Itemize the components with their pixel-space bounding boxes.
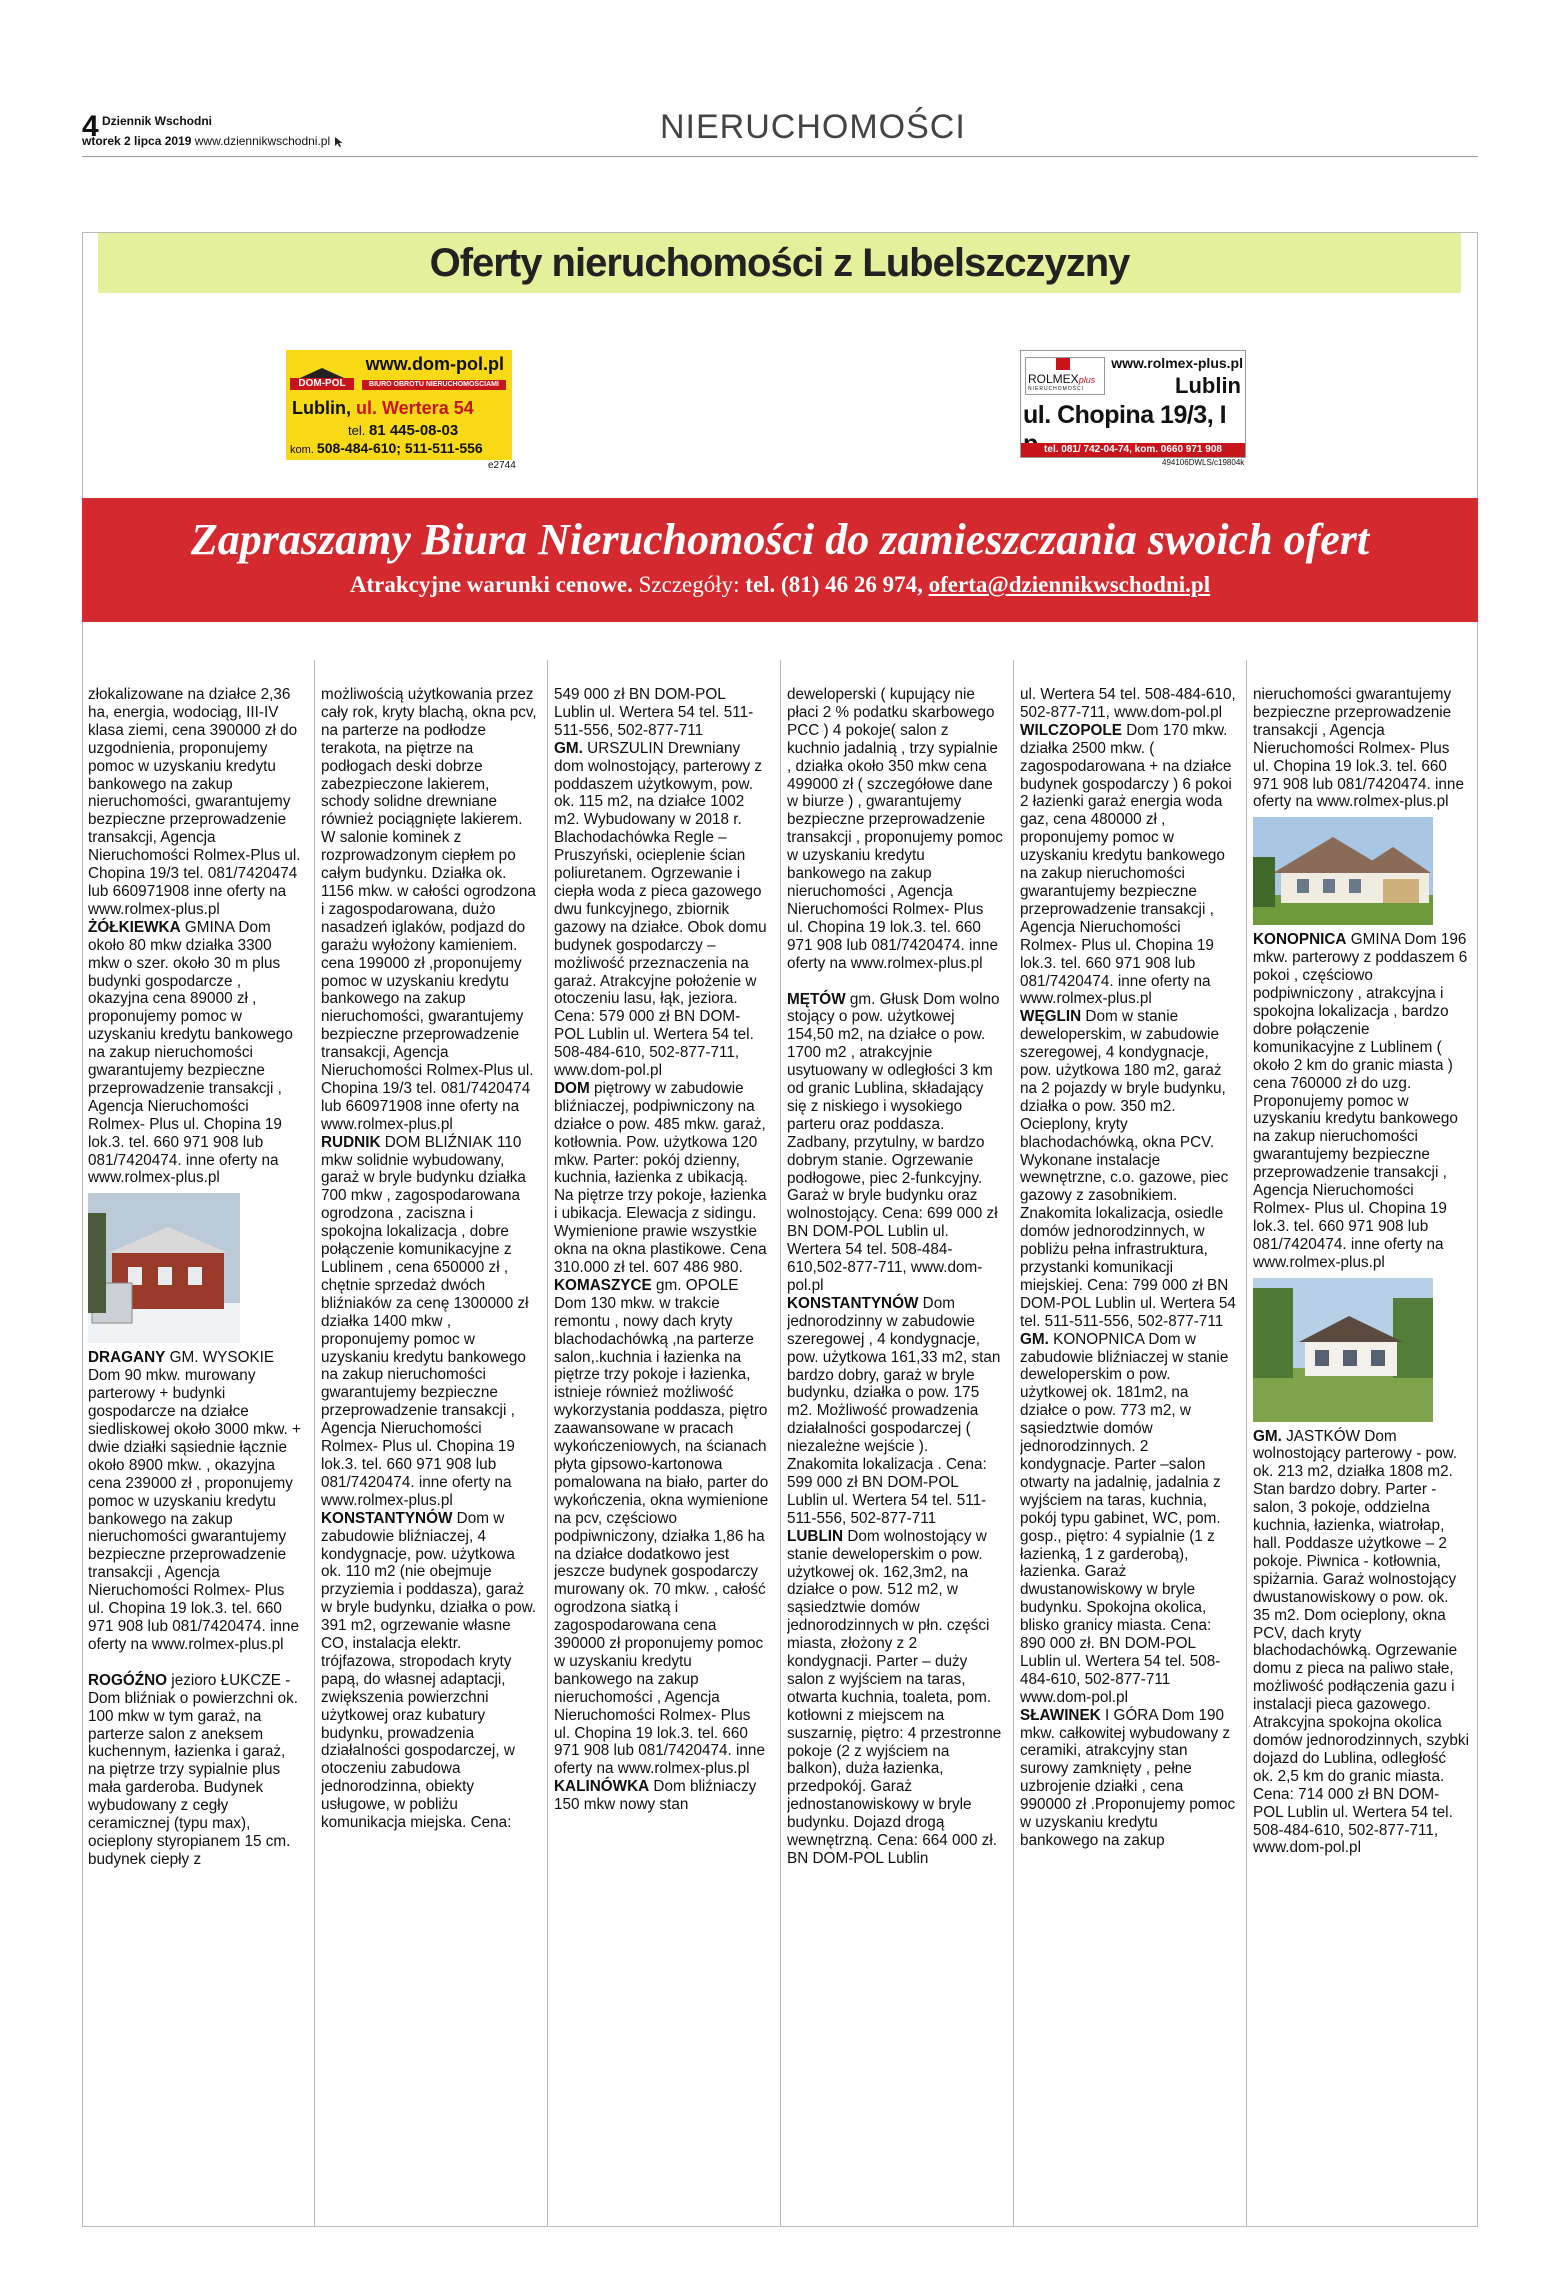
listing-body: Dom jednorodzinny w zabudowie szeregowej , 4 kondygnacje, pow. użytkowa 161,33 m2, stan bardzo dobry, garaż w bryle budynku, działka o pow. 175 m2. Możliwość prowadzenia działalności gospodarczej ( niezależne wejście ). Znakomita lokalizacja . Cena: 599 000 zł BN DOM-POL Lublin ul. Wertera 54 tel. 511-511-556, 502-877-711: [787, 1294, 1001, 1527]
listing-rogozno: [88, 1672, 304, 1869]
listing-wilczopole: [1020, 722, 1236, 1009]
header-divider: [82, 156, 1478, 157]
listing-body: Dom w zabudowie bliźniaczej, 4 kondygnacje, pow. użytkowa ok. 110 m2 (nie obejmuje przyziemia i poddasza), garaż w bryle budynku, działka o pow. 391 m2, ogrzewanie własne CO, instalacja elektr. trójfazowa, stropodach kryty papą, do własnej adaptacji, zwiększenia powierzchni użytkowej oraz kubatury budynku, prowadzenia działalności gospodarczej, w otoczeniu zabudowa jednorodzinna, obiekty usługowe, w pobliżu komunikacja miejska. Cena:: [321, 1509, 537, 1832]
listing-body: DOM BLIŹNIAK 110 mkw solidnie wybudowany, garaż w bryle budynku działka 700 mkw , zagospodarowana ogrodzona , zaciszna i spokojna lokalizacja , dobre połączenie komunikacyjne z Lublinem , cena 650000 zł , chętnie sprzedaż dwóch bliźniaków za cenę 1300000 zł działka 1400 mkw , proponujemy pomoc w uzyskaniu kredytu bankowego na zakup nieruchomości gwarantujemy bezpieczne przeprowadzenie transakcji , Agencja Nieruchomości Rolmex- Plus ul. Chopina 19 lok.3. tel. 660 971 908 lub 081/7420474. inne oferty na www.rolmex-plus.pl: [321, 1133, 529, 1509]
rolmex-logo-plus: plus: [1078, 375, 1096, 385]
listing-body: Dom w stanie deweloperskim, w zabudowie szeregowej, 4 kondygnacje, pow. użytkowa 180 m2, garaż na 2 pojazdy w bryle budynku, działka o pow. 350 m2. Ocieplony, kryty blachodachówką, okna PCV. Wykonane instalacje wewnętrzne, c.o. gazowe, piec gazowy z zasobnikiem. Znakomita lokalizacja, osiedle domów jednorodzinnych, w pobliżu pełna infrastruktura, przystanki komunikacji miejskiej. Cena: 799 000 zł BN DOM-POL Lublin ul. Wertera 54 tel. 511-511-556, 502-877-711: [1020, 1008, 1236, 1330]
listing-head: ŻÓŁKIEWKA: [88, 918, 181, 936]
column-5: [1020, 686, 1236, 2227]
listing-kalinowka: [554, 1778, 770, 1814]
listing-dragany: [88, 1349, 304, 1653]
listing-body: JASTKÓW Dom wolnostojący parterowy - pow. ok. 213 m2, działka 1808 m2. Stan bardzo dobry. Parter - salon, 3 pokoje, oddzielna kuchnia, łazienka, wiatrołap, hall. Poddasze użytkowe – 2 pokoje. Piwnica - kotłownia, spiżarnia. Garaż wolnostojący dwustanowiskowy o pow. ok. 35 m2. Dom ocieplony, okna PCV, dach kryty blachodachówką. Ogrzewanie domu z pieca na paliwo stałe, możliwość podłączenia gazu i instalacji pieca gazowego. Atrakcyjna spokojna okolica domów jednorodzinnych, szybki dojazd do Lublina, odległość ok. 2,5 km do granic miasta. Cena: 714 000 zł BN DOM-POL Lublin ul. Wertera 54 tel. 508-484-610, 502-877-711, www.dom-pol.pl: [1253, 1427, 1469, 1857]
dompol-kom-label: kom.: [290, 444, 314, 456]
listing-head: WILCZOPOLE: [1020, 721, 1122, 739]
listing-body: GM. WYSOKIE Dom 90 mkw. murowany parterowy + budynki gospodarcze na działce siedliskowej około 3000 mkw. + dwie działki sąsiednie łącznie około 8900 mkw. , okazyjna cena 239000 zł , proponujemy pomoc w uzyskaniu kredytu bankowego na zakup nieruchomości gwarantujemy bezpieczne przeprowadzenie transakcji , Agencja Nieruchomości Rolmex- Plus ul. Chopina 19 lok.3. tel. 660 971 908 lub 081/7420474. inne oferty na www.rolmex-plus.pl: [88, 1349, 301, 1653]
listing-body: Dom 170 mkw. działka 2500 mkw. ( zagospodarowana + na działce budynek gospodarczy ) 6 pokoi 2 łazienki garaż energia woda gaz, cena 480000 zł , proponujemy pomoc w uzyskaniu kredytu bankowego na zakup nieruchomości gwarantujemy bezpieczne przeprowadzenie transakcji , Agencja Nieruchomości Rolmex- Plus ul. Chopina 19 lok.3. tel. 660 971 908 lub 081/7420474. inne oferty na www.rolmex-plus.pl: [1020, 721, 1232, 1008]
invite-email-link[interactable]: oferta@dziennikwschodni.pl: [928, 572, 1211, 597]
column-4: [787, 686, 1003, 2227]
dompol-tagline: BIURO OBROTU NIERUCHOMOŚCIAMI: [362, 380, 506, 390]
house-photo-dragany: [88, 1193, 240, 1343]
rolmex-city: Lublin: [1175, 373, 1241, 398]
publication-name: Dziennik Wschodni: [102, 114, 213, 128]
listing-head: RUDNIK: [321, 1133, 381, 1151]
listing-body: piętrowy w zabudowie bliźniaczej, podpiwniczony na działce o pow. 485 mkw. garaż, kotłownia. Pow. użytkowa 120 mkw. Parter: pokój dzienny, kuchnia, łazienka z ubikacją. Na piętrze trzy pokoje, łazienka i ubikacja. Elewacja z sidingu. Wymienione prawie wszystkie okna na okna plastikowe. Cena 310.000 zł tel. 607 486 980.: [554, 1079, 767, 1276]
listing-zolkiewka: [88, 919, 304, 1188]
listing-head: SŁAWINEK: [1020, 1706, 1101, 1724]
listing-head: DRAGANY: [88, 1349, 166, 1367]
rolmex-logo-sub: NIERUCHOMOŚCI: [1028, 386, 1085, 392]
ad-dompol-code: e2744: [488, 460, 516, 471]
ad-rolmex-code: 494106DWLS/c19804k: [1162, 458, 1245, 467]
invite-banner: [82, 498, 1478, 622]
listing-body: jezioro ŁUKCZE - Dom bliźniak o powierzchni ok. 100 mkw w tym garaż, na parterze salon z aneksem kuchennym, łazienka i garaż, na piętrze trzy sypialnie plus mała garderoba. Budynek wybudowany z cegły ceramicznej (typu max), ocieplony styropianem 15 cm. budynek ciepły z: [88, 1671, 298, 1868]
listing-metow: [787, 991, 1003, 1295]
listing-text: złokalizowane na działce 2,36 ha, energia, wodociąg, III-IV klasa ziemi, cena 390000 zł do uzgodnienia, proponujemy pomoc w uzyskaniu kredytu bankowego na zakup nieruchomości, gwarantujemy bezpieczne przeprowadzenie transakcji, Agencja Nieruchomości Rolmex-Plus ul. Chopina 19/3 tel. 081/7420474 lub 660971908 inne oferty na www.rolmex-plus.pl: [88, 686, 301, 918]
dompol-kom-number: 508-484-610; 511-511-556: [316, 440, 483, 456]
listing-konstantynow-2: [787, 1295, 1003, 1528]
column-separator: [547, 660, 548, 2227]
ad-rolmex[interactable]: [1020, 350, 1246, 458]
website-link[interactable]: www.dziennikwschodni.pl: [194, 134, 331, 148]
dompol-tel-label: tel.: [348, 423, 366, 438]
listing-konopnica-gmina: [1253, 931, 1469, 1271]
rolmex-logo-name: [1028, 372, 1095, 386]
listing-head: GM.: [1020, 1330, 1049, 1348]
date-text: wtorek 2 lipca 2019: [82, 134, 192, 148]
listing-body: URSZULIN Drewniany dom wolnostojący, parterowy z poddaszem użytkowym, pow. ok. 115 m2, na działce 1002 m2. Wybudowany w 2018 r. Blachodachówka Regle – Pruszyński, ocieplenie ścian poliuretanem. Ogrzewanie i ciepła woda z pieca gazowego dwu funkcyjnego, zbiornik gazowy na działce. Obok domu budynek gospodarczy – możliwość przeznaczenia na garaż. Atrakcyjne położenie w otoczeniu lasu, łąk, jeziora. Cena: 579 000 zł BN DOM-POL Lublin ul. Wertera 54 tel. 508-484-610, 502-877-711, www.dom-pol.pl: [554, 739, 767, 1080]
rolmex-logo: [1025, 357, 1105, 395]
listing-body: GMINA Dom około 80 mkw działka 3300 mkw o szer. około 30 m plus budynki gospodarcze , okazyjna cena 89000 zł , proponujemy pomoc w uzyskaniu kredytu bankowego na zakup nieruchomości gwarantujemy bezpieczne przeprowadzenie transakcji , Agencja Nieruchomości Rolmex- Plus ul. Chopina 19 lok.3. tel. 660 971 908 lub 081/7420474. inne oferty na www.rolmex-plus.pl: [88, 918, 293, 1187]
listing-body: gm. OPOLE Dom 130 mkw. w trakcie remontu , nowy dach kryty blachodachówką ,na parterze salon,.kuchnia i łazienka na piętrze trzy pokoje i łazienka, istnieje również możliwość wykorzystania poddasza, piętro zaawansowane w pracach wykończeniowych, na ścianach płyta gipsowo-kartonowa pomalowana na biało, parter do wykończenia, okna wymienione na pcv, częściowo podpiwniczony, działka 1,86 ha na działce dodatkowo jest jeszcze budynek gospodarczy murowany ok. 70 mkw. , całość ogrodzona siatką i zagospodarowana cena 390000 zł proponujemy pomoc w uzyskaniu kredytu bankowego na zakup nieruchomości , Agencja Nieruchomości Rolmex- Plus ul. Chopina 19 lok.3. tel. 660 971 908 lub 081/7420474. inne oferty na www.rolmex-plus.pl: [554, 1276, 769, 1778]
page-banner-title: Oferty nieruchomości z Lubelszczyzny: [98, 233, 1461, 293]
listing-head: KONSTANTYNÓW: [787, 1294, 919, 1312]
dompol-city: Lublin,: [292, 398, 351, 418]
column-separator: [780, 660, 781, 2227]
listing-text: deweloperski ( kupujący nie płaci 2 % podatku skarbowego PCC ) 4 pokoje( salon z kuchnio jadalnią , trzy sypialnie , działka około 350 mkw cena 499000 zł ( szczegółowe dane w biurze ) , gwarantujemy bezpieczne przeprowadzenie transakcji , proponujemy pomoc w uzyskaniu kredytu bankowego na zakup nieruchomości , Agencja Nieruchomości Rolmex- Plus ul. Chopina 19 lok.3. tel. 660 971 908 lub 081/7420474. inne oferty na www.rolmex-plus.pl: [787, 686, 1003, 972]
listing-head: DOM: [554, 1079, 590, 1097]
dompol-kom: [290, 440, 483, 456]
listing-head: GM.: [1253, 1427, 1282, 1445]
listing-text: możliwością użytkowania przez cały rok, kryty blachą, okna pcv, na parterze na podłodze terakota, na piętrze na podłogach deski dobrze zabezpieczone lakierem, schody solidne drewniane również pociągnięte lakierem. W salonie kominek z rozprowadzonym ciepłem po całym budynku. Działka ok. 1156 mkw. w całości ogrodzona i zagospodarowana, dużo nasadzeń iglaków, podjazd do garażu wyłożony kamieniem. cena 199000 zł ,proponujemy pomoc w uzyskaniu kredytu bankowego na zakup nieruchomości, gwarantujemy bezpieczne przeprowadzenie transakcji, Agencja Nieruchomości Rolmex-Plus ul. Chopina 19/3 tel. 081/7420474 lub 660971908 inne oferty na www.rolmex-plus.pl: [321, 686, 537, 1133]
listing-head: KONSTANTYNÓW: [321, 1509, 453, 1527]
listing-rudnik: [321, 1134, 537, 1510]
column-separator: [314, 660, 315, 2227]
listing-body: Dom wolnostojący w stanie deweloperskim o pow. użytkowej ok. 162,3m2, na działce o pow. 512 m2, w sąsiedztwie domów jednorodzinnych w płn. części miasta, złożony z 2 kondygnacji. Parter – duży salon z wyjściem na taras, otwarta kuchnia, toaleta, pom. kotłowni z miejscem na suszarnię, piętro: 4 przestronne pokoje (2 z wyjściem na balkon), duża łazienka, przedpokój. Garaż jednostanowiskowy w bryle budynku. Dojazd drogą wewnętrzną. Cena: 664 000 zł. BN DOM-POL Lublin: [787, 1527, 1002, 1867]
listing-dom: [554, 1080, 770, 1277]
invite-bold: Atrakcyjne warunki cenowe.: [349, 572, 633, 597]
section-title: NIERUCHOMOŚCI: [660, 108, 966, 146]
listing-text: 549 000 zł BN DOM-POL Lublin ul. Wertera 54 tel. 511-511-556, 502-877-711: [554, 686, 754, 739]
listing-weglin: [1020, 1008, 1236, 1330]
listing-head: KALINÓWKA: [554, 1778, 650, 1796]
listing-body: GMINA Dom 196 mkw. parterowy z poddaszem 6 pokoi , częściowo podpiwniczony , atrakcyjna i spokojna lokalizacja , bardzo dobre połączenie komunikacyjne z Lublinem ( około 2 km do granic miasta ) cena 760000 zł do uzg. Proponujemy pomoc w uzyskaniu kredytu bankowego na zakup nieruchomości gwarantujemy bezpieczne przeprowadzenie transakcji , Agencja Nieruchomości Rolmex- Plus ul. Chopina 19 lok.3. tel. 660 971 908 lub 081/7420474. inne oferty na www.rolmex-plus.pl: [1253, 931, 1468, 1271]
dompol-street: ul. Wertera 54: [356, 398, 474, 418]
dompol-address: [292, 398, 474, 419]
invite-details-label: Szczegóły:: [638, 572, 740, 597]
listing-head: ROGÓŹNO: [88, 1671, 168, 1689]
listing-komaszyce: [554, 1277, 770, 1778]
ad-dompol-url[interactable]: www.dom-pol.pl: [365, 354, 504, 374]
listing-text: ul. Wertera 54 tel. 508-484-610, 502-877-711, www.dom-pol.pl: [1020, 686, 1236, 721]
ad-rolmex-url[interactable]: www.rolmex-plus.pl: [1111, 355, 1243, 371]
listing-lublin: [787, 1528, 1003, 1868]
listing-konstantynow: [321, 1510, 537, 1832]
ad-dompol[interactable]: [286, 350, 512, 460]
listing-head: KONOPNICA: [1253, 931, 1347, 949]
house-roof-icon: [300, 368, 344, 378]
column-separator: [1246, 660, 1247, 2227]
column-6: [1253, 686, 1469, 2227]
dompol-logo-text: DOM-POL: [290, 378, 354, 390]
invite-tel: tel. (81) 46 26 974,: [745, 572, 923, 597]
rolmex-contact: tel. 081/ 742-04-74, kom. 0660 971 908: [1021, 443, 1245, 457]
listing-body: I GÓRA Dom 190 mkw. całkowitej wybudowany z ceramiki, atrakcyjny stan surowy zamknięty , pełne uzbrojenie działki , cena 990000 zł .Proponujemy pomoc w uzyskaniu kredytu bankowego na zakup: [1020, 1706, 1236, 1849]
listing-body: Dom bliźniaczy 150 mkw nowy stan: [554, 1778, 757, 1814]
cursor-icon: [334, 136, 344, 148]
listing-head: LUBLIN: [787, 1527, 844, 1545]
invite-details: [82, 572, 1478, 598]
invite-headline: Zapraszamy Biura Nieruchomości do zamieszczania swoich ofert: [190, 515, 1370, 564]
column-1: [88, 686, 304, 2227]
listing-head: WĘGLIN: [1020, 1008, 1082, 1026]
rolmex-logo-text: ROLMEX: [1028, 372, 1079, 386]
page-number: 4: [82, 110, 99, 143]
listing-body: KONOPNICA Dom w zabudowie bliźniaczej w stanie deweloperskim o pow. użytkowej ok. 181m2, na działce o pow. 773 m2, w sąsiedztwie domów jednorodzinnych. 2 kondygnacje. Parter –salon otwarty na jadalnię, jadalnia z wyjściem na taras, kuchnia, pokój typu gabinet, WC, pom. gosp., piętro: 4 sypialnie (1 z łazienką, 1 z garderobą), łazienka. Garaż dwustanowiskowy w bryle budynku. Spokojna okolica, blisko granicy miasta. Cena: 890 000 zł. BN DOM-POL Lublin ul. Wertera 54 tel. 508-484-610, 502-877-711 www.dom-pol.pl: [1020, 1330, 1229, 1706]
listing-jastkow: [1253, 1428, 1469, 1858]
house-photo-jastkow: [1253, 1278, 1433, 1422]
listing-head: MĘTÓW: [787, 990, 846, 1008]
dompol-tel: [348, 422, 458, 439]
listing-konopnica: [1020, 1331, 1236, 1707]
listing-text: nieruchomości gwarantujemy bezpieczne przeprowadzenie transakcji , Agencja Nieruchomości Rolmex- Plus ul. Chopina 19 lok.3. tel. 660 971 908 lub 081/7420474. inne oferty na www.rolmex-plus.pl: [1253, 686, 1464, 811]
issue-date: [82, 134, 344, 148]
listing-head: GM.: [554, 739, 583, 757]
house-photo-konopnica: [1253, 817, 1433, 925]
listing-body: gm. Głusk Dom wolno stojący o pow. użytkowej 154,50 m2, na działce o pow. 1700 m2 , atrakcyjnie usytuowany w odległości 3 km od granic Lublina, składający się z niskiego i wysokiego parteru oraz poddasza. Zadbany, przytulny, w bardzo dobrym stanie. Ogrzewanie podłogowe, piec 2-funkcyjny. Garaż w bryle budynku oraz wolnostojący. Cena: 699 000 zł BN DOM-POL Lublin ul. Wertera 54 tel. 508-484-610,502-877-711, www.dom-pol.pl: [787, 990, 1000, 1294]
listing-slawinek: [1020, 1707, 1236, 1850]
listing-urszulin: [554, 740, 770, 1080]
dompol-tel-number: 81 445-08-03: [368, 422, 459, 439]
listing-head: KOMASZYCE: [554, 1276, 652, 1294]
column-2: [321, 686, 537, 2227]
rolmex-logo-square-icon: [1056, 358, 1070, 370]
column-separator: [1013, 660, 1014, 2227]
column-3: [554, 686, 770, 2227]
dompol-logo: [290, 368, 354, 392]
rolmex-street: ul. Chopina 19/3, I: [1023, 401, 1227, 429]
